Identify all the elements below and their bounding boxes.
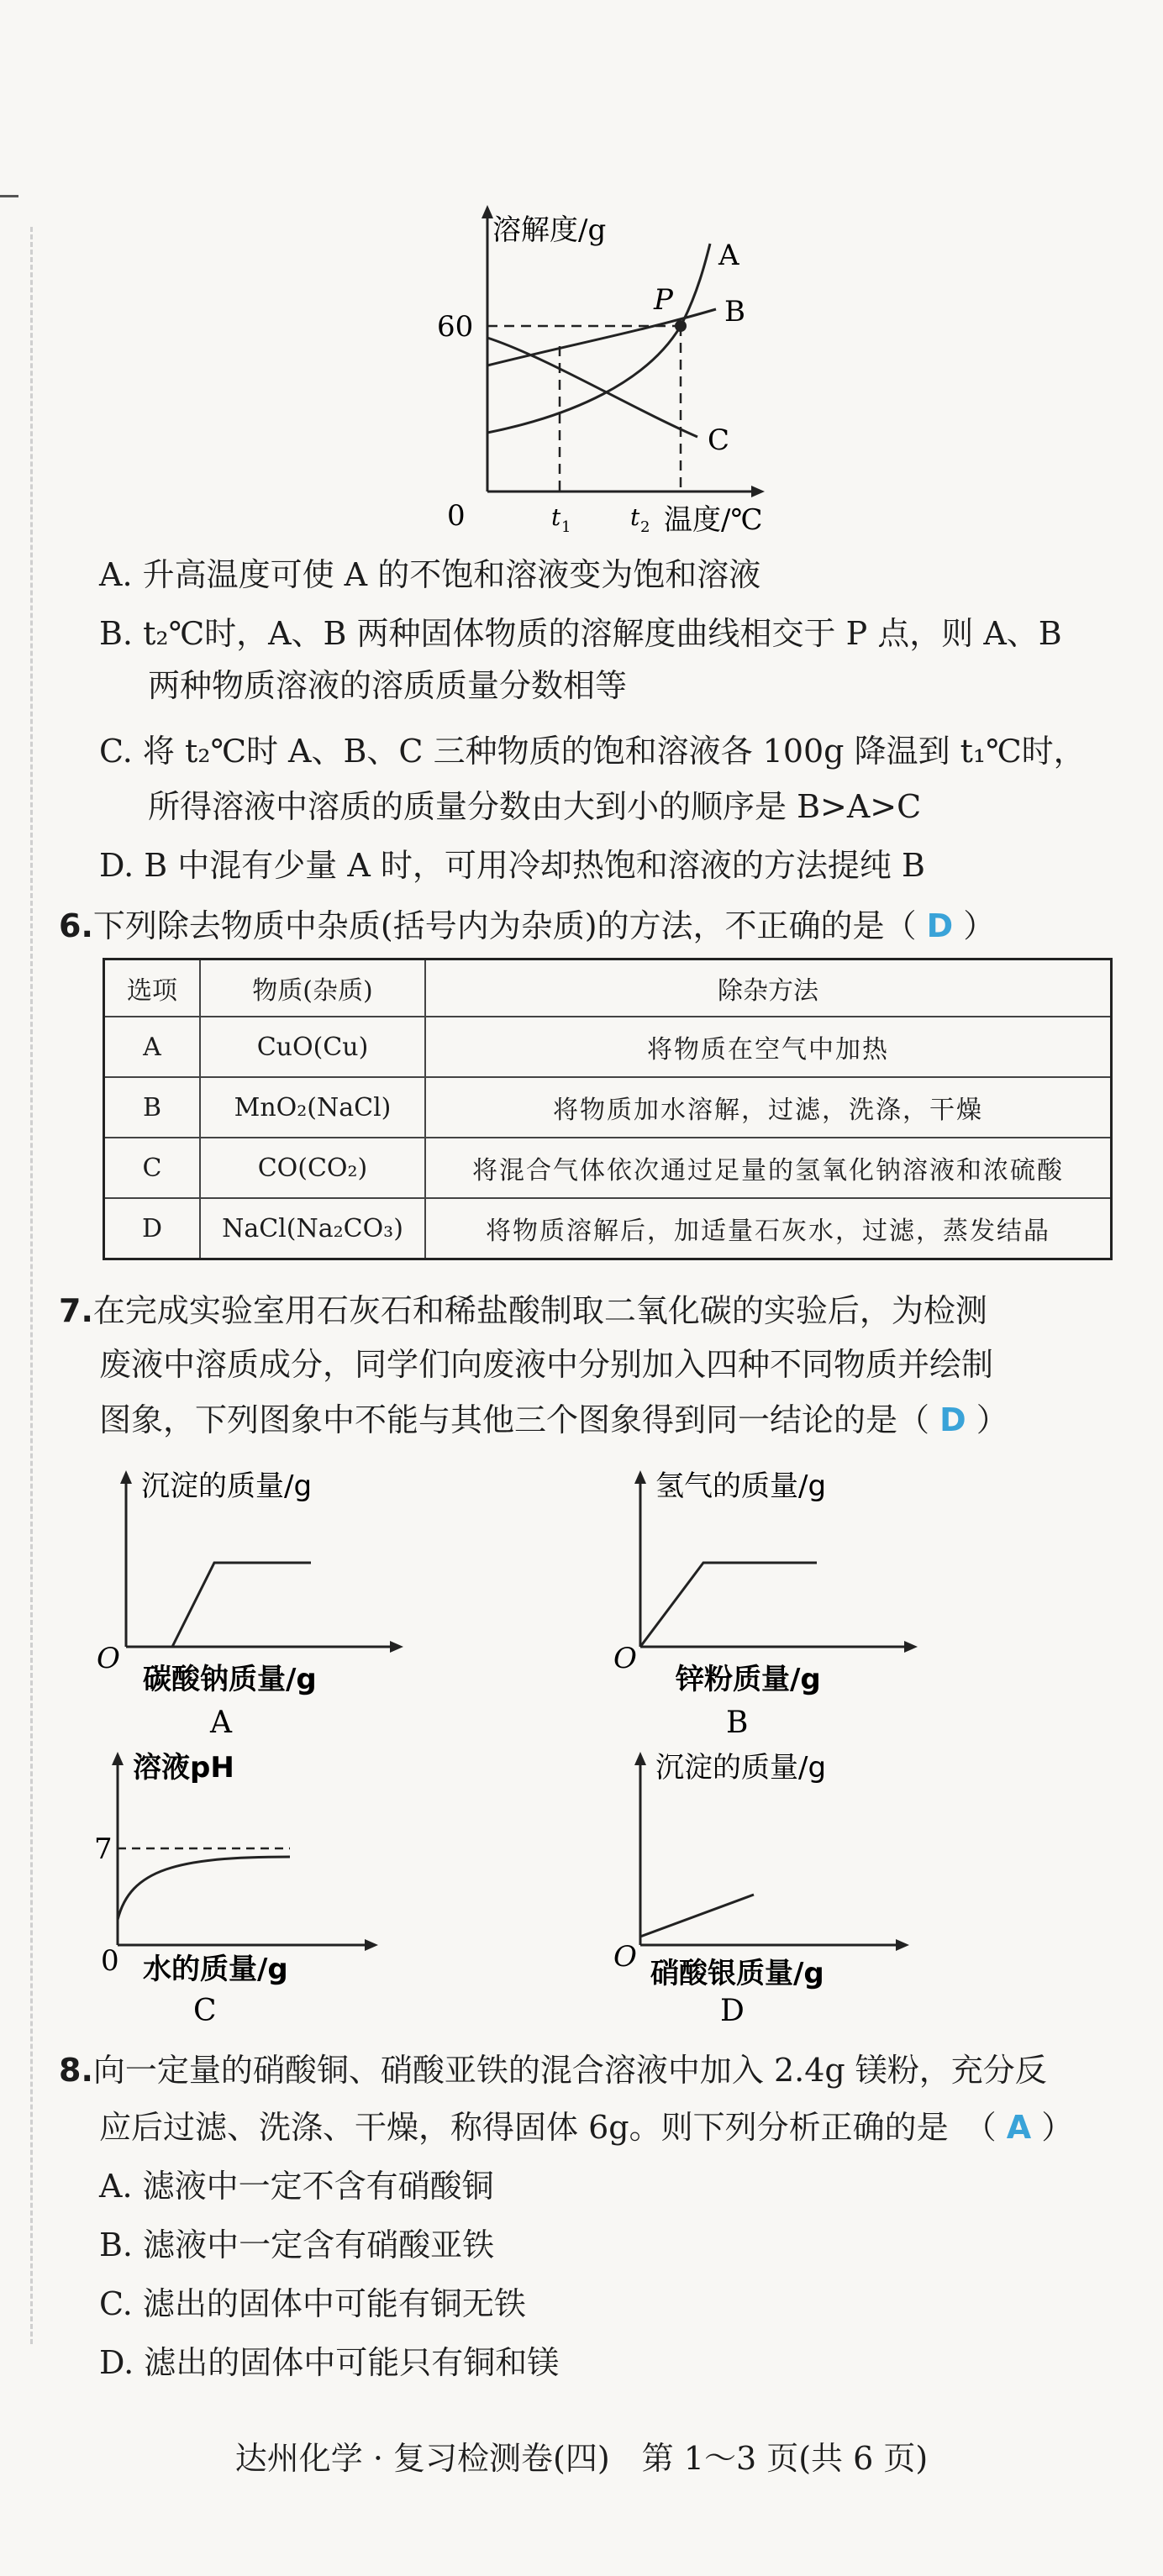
tick-60: 60 — [437, 310, 474, 344]
graph-a-origin: O — [97, 1642, 120, 1675]
q6-table — [103, 958, 1113, 1260]
q5-option-c-cont: 所得溶液中溶质的质量分数由大到小的顺序是 B>A>C — [148, 788, 922, 825]
label-t1-sub: 1 — [561, 518, 571, 536]
curve-b — [487, 309, 716, 365]
q7-stem-line3: 图象，下列图象中不能与其他三个图象得到同一结论的是（ D ） — [99, 1401, 1008, 1438]
q5-option-b: B. t₂℃时，A、B 两种固体物质的溶解度曲线相交于 P 点，则 A、B — [99, 615, 1062, 652]
graph-b — [607, 1462, 993, 1739]
q7-stem-line1: 7.在完成实验室用石灰石和稀盐酸制取二氧化碳的实验后，为检测 — [59, 1292, 987, 1329]
q5-option-c: C. 将 t₂℃时 A、B、C 三种物质的饱和溶液各 100g 降温到 t₁℃时， — [99, 733, 1086, 770]
q7-stem-line2: 废液中溶质成分，同学们向废液中分别加入四种不同物质并绘制 — [99, 1346, 994, 1383]
graph-a-caption: A — [210, 1706, 232, 1739]
graph-c-ylabel: 溶液pH — [133, 1751, 234, 1785]
solubility-ylabel: 溶解度/g — [492, 213, 607, 247]
graph-d-xlabel: 硝酸银质量/g — [650, 1957, 824, 1990]
graph-d-caption: D — [720, 1994, 745, 2028]
table-cell: D — [104, 1198, 201, 1259]
q8-number: 8. — [59, 2052, 93, 2089]
q8-answer: A — [1006, 2109, 1032, 2146]
q8-option-b: B. 滤液中一定含有硝酸亚铁 — [99, 2226, 495, 2263]
q6-number: 6. — [59, 907, 93, 944]
table-cell: CuO(Cu) — [200, 1017, 425, 1077]
graph-a — [92, 1462, 479, 1739]
x-axis-arrow — [751, 486, 765, 497]
q8-option-d: D. 滤出的固体中可能只有铜和镁 — [99, 2344, 560, 2381]
page-footer: 达州化学 · 复习检测卷(四) 第 1～3 页(共 6 页) — [234, 2440, 929, 2477]
table-row — [104, 1077, 1112, 1138]
graph-a-ylabel: 沉淀的质量/g — [141, 1469, 313, 1503]
q8-stem-line2: 应后过滤、洗涤、干燥，称得固体 6g。则下列分析正确的是 （ A ） — [99, 2109, 1074, 2146]
table-cell: A — [104, 1017, 201, 1077]
label-curve-a: A — [718, 239, 739, 272]
graph-b-xlabel: 锌粉质量/g — [676, 1663, 821, 1696]
table-row — [104, 1198, 1112, 1259]
graph-b-caption: B — [726, 1706, 749, 1739]
table-header: 物质(杂质) — [200, 959, 425, 1017]
graph-b-origin: O — [613, 1642, 637, 1675]
label-curve-c: C — [708, 423, 730, 457]
graph-c-origin: 0 — [101, 1944, 119, 1978]
margin-tick — [0, 195, 18, 197]
q8-stem-line1: 8.向一定量的硝酸铜、硝酸亚铁的混合溶液中加入 2.4g 镁粉，充分反 — [59, 2052, 1047, 2089]
y-axis-arrow — [482, 205, 493, 218]
solubility-chart — [403, 202, 798, 538]
table-cell: 将物质溶解后，加适量石灰水，过滤，蒸发结晶 — [425, 1198, 1112, 1259]
table-cell: C — [104, 1138, 201, 1198]
label-curve-b: B — [724, 295, 745, 329]
label-t2: t — [630, 503, 640, 531]
table-header-row — [104, 959, 1112, 1017]
table-header: 选项 — [104, 959, 201, 1017]
graph-c-curve — [118, 1857, 290, 1920]
label-t1: t — [551, 503, 561, 531]
table-cell: B — [104, 1077, 201, 1138]
graph-d-line — [640, 1895, 754, 1937]
q5-option-a: A. 升高温度可使 A 的不饱和溶液变为饱和溶液 — [99, 556, 761, 593]
table-cell: 将混合气体依次通过足量的氢氧化钠溶液和浓硫酸 — [425, 1138, 1112, 1198]
q5-option-d: D. B 中混有少量 A 时，可用冷却热饱和溶液的方法提纯 B — [99, 847, 925, 884]
graph-b-ylabel: 氢气的质量/g — [655, 1469, 827, 1503]
graph-a-xlabel: 碳酸钠质量/g — [143, 1663, 317, 1696]
label-p: P — [654, 283, 673, 317]
q7-answer: D — [939, 1401, 966, 1438]
graph-d-ylabel: 沉淀的质量/g — [655, 1751, 827, 1785]
graph-c-tick-7: 7 — [94, 1832, 113, 1866]
q8-option-a: A. 滤液中一定不含有硝酸铜 — [99, 2168, 494, 2205]
origin-0: 0 — [447, 499, 466, 533]
graph-d — [607, 1743, 993, 2029]
table-row — [104, 1138, 1112, 1198]
table-cell: 将物质加水溶解，过滤，洗涤，干燥 — [425, 1077, 1112, 1138]
graph-b-line — [640, 1563, 817, 1647]
table-cell: MnO₂(NaCl) — [200, 1077, 425, 1138]
point-p — [675, 320, 687, 332]
q6-stem: 6.下列除去物质中杂质(括号内为杂质)的方法，不正确的是（ D ） — [59, 907, 996, 944]
curve-c — [487, 338, 697, 437]
graph-a-line — [126, 1563, 311, 1647]
table-header: 除杂方法 — [425, 959, 1112, 1017]
q8-option-c: C. 滤出的固体中可能有铜无铁 — [99, 2285, 526, 2322]
graph-d-origin: O — [613, 1940, 637, 1974]
graph-c — [92, 1743, 479, 2029]
label-t2-sub: 2 — [640, 518, 650, 536]
q7-number: 7. — [59, 1292, 93, 1329]
table-cell: NaCl(Na₂CO₃) — [200, 1198, 425, 1259]
binding-margin-line — [30, 227, 33, 2344]
solubility-xlabel: 温度/℃ — [664, 503, 763, 537]
q6-answer: D — [926, 907, 954, 944]
table-cell: 将物质在空气中加热 — [425, 1017, 1112, 1077]
q5-option-b-cont: 两种物质溶液的溶质质量分数相等 — [148, 667, 628, 704]
graph-c-xlabel: 水的质量/g — [143, 1953, 288, 1986]
graph-c-caption: C — [193, 1994, 217, 2028]
table-row — [104, 1017, 1112, 1077]
table-cell: CO(CO₂) — [200, 1138, 425, 1198]
